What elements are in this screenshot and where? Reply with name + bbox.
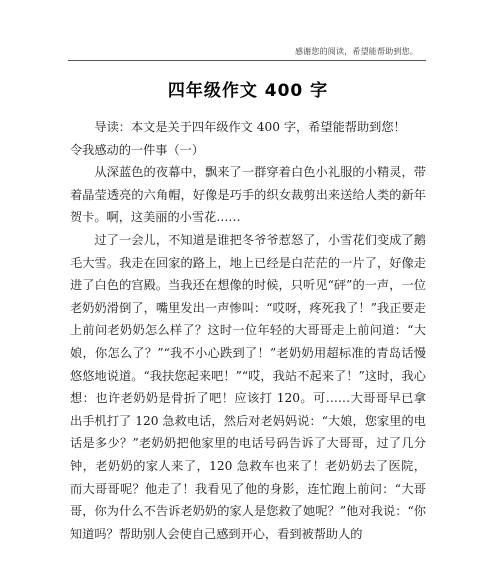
header-divider — [68, 60, 426, 61]
document-body — [70, 116, 426, 545]
body-paragraph: 从深蓝色的夜幕中，飘来了一群穿着白色小礼服的小精灵，带着晶莹透亮的六角帽，好像是巧手的织女裁剪出来送给人类的新年贺卡。啊，这美丽的小雪花…… — [70, 165, 426, 225]
intro-paragraph: 导读：本文是关于四年级作文 400 字，希望能帮助到您！ — [94, 120, 406, 134]
section-subtitle: 令我感动的一件事（一） — [70, 142, 205, 157]
body-paragraph: 过了一会儿，不知道是谁把冬爷爷惹怒了，小雪花们变成了鹅毛大雪。我走在回家的路上，地上已经是白茫茫的一片了，好像走进了白色的宫殿。当我还在想像的时候，只听见“砰”的一声，一位老奶奶滑倒了，嘴里发出一声惨叫：“哎呀，疼死我了！”我正要走上前问老奶奶怎么样了？这时一位年轻的大哥哥走上前问道：“大娘，你怎么了？”“我不小心跌到了！”老奶奶用超标准的青岛话慢悠悠地说道。“我扶您起来吧！”“哎，我站不起来了！”这时，我心想：也许老奶奶是骨折了吧！应该打 120。可……大哥哥早已拿出手机打了 120 急救电话，然后对老妈妈说：“大娘，您家里的电话是多少？”老奶奶把他家里的电话号码告诉了大哥哥，过了几分钟，老奶奶的家人来了，120 急救车也来了！老奶奶去了医院，而大哥哥呢？他走了！我看见了他的身影，连忙跑上前问：“大哥哥，你为什么不告诉老奶奶的家人是您救了她呢？”他对我说：“你知道吗？帮助别人会使自己感到开心，看到被帮助人的 — [70, 232, 426, 541]
document-title: 四年级作文 400 字 — [167, 81, 329, 101]
header-note: 感谢您的阅读，希望能帮助到您。 — [295, 47, 418, 56]
